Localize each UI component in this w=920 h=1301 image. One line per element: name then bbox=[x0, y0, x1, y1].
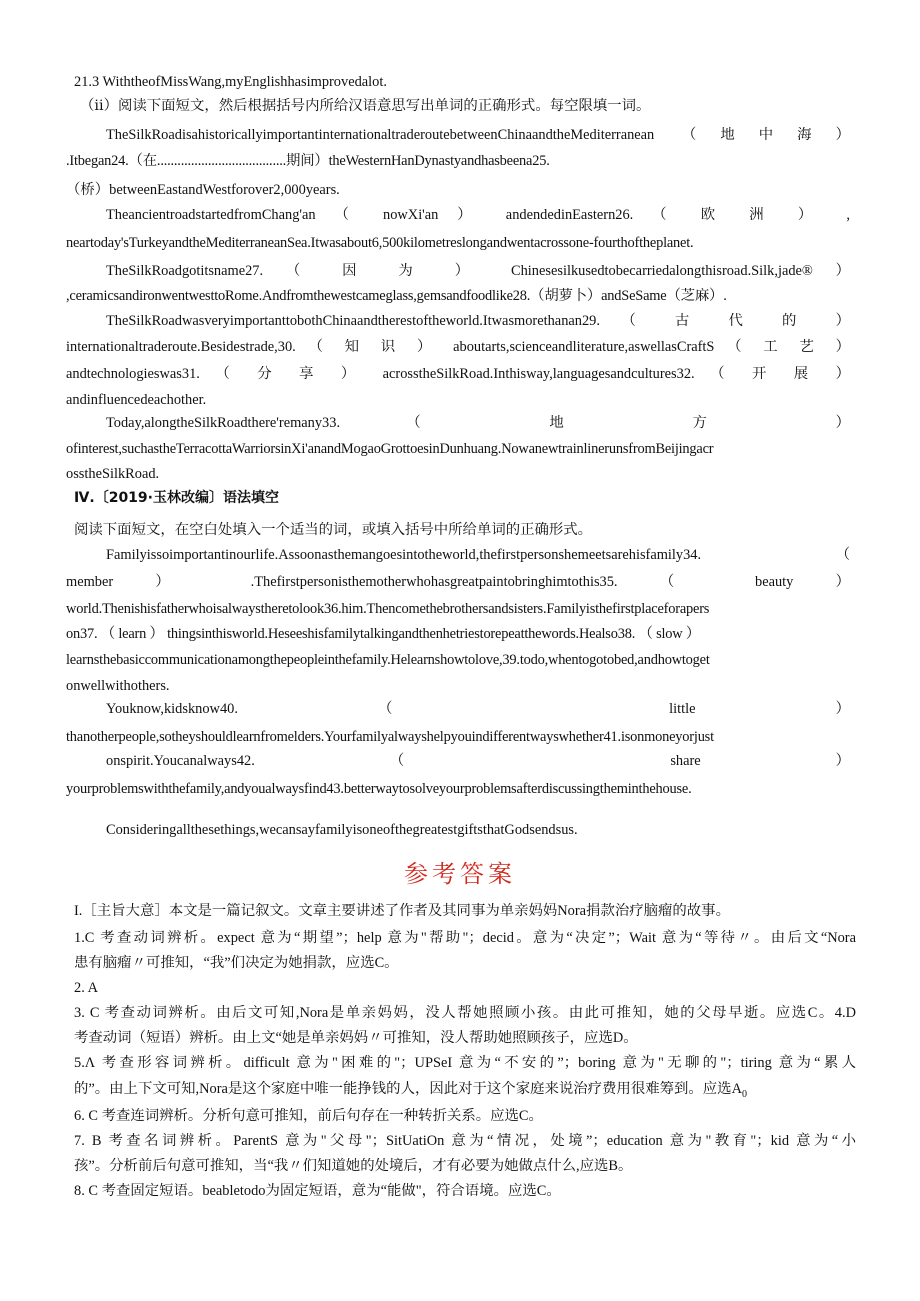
passage-1-line: osstheSilkRoad. bbox=[66, 466, 160, 482]
passage-1-line: TheSilkRoadgotitsname27. （ 因 为 ） Chinesesilkusedtobecarriedalongthisroad.Silk,jade® ） bbox=[106, 263, 850, 279]
passage-2-line: thanotherpeople,sotheyshouldlearnfromelders.Yourfamilyalwayshelpyouindifferentwayswhether41.isonmoneyorjust bbox=[66, 729, 714, 745]
answer-text: 的”。由上下文可知,Nora是这个家庭中唯一能挣钱的人，因此对于这个家庭来说治疗费用很难筹到。应选 bbox=[74, 1081, 732, 1097]
passage-1-line: TheSilkRoadwasveryimportanttobothChinaandtherestoftheworld.Itwasmorethanan29. （ 古 代 的 ） bbox=[106, 313, 850, 329]
passage-2-line: on37. （ learn ） thingsinthisworld.Heseeshisfamilytalkingandthenhetriestorepeatthewords.Healso38. （ slow ） bbox=[66, 626, 701, 642]
answer-item bbox=[74, 1079, 747, 1105]
answer-item: 3. C 考查动词辨析。由后文可知,Nora是单亲妈妈，没人帮她照顾小孩。由此可推知，她的父母早逝。应选C。4.D bbox=[74, 1005, 856, 1021]
passage-2-line: onspirit.Youcanalways42. （ share ） bbox=[106, 753, 850, 769]
answers-title: 参考答案 bbox=[404, 860, 516, 888]
answer-item: 1.C 考查动词辨析。expect 意为“期望”；help 意为"帮助"；decid。意为“决定”；Wait 意为“等待〃。由后文“Nora bbox=[74, 930, 856, 946]
section-iv-instructions: 阅读下面短文，在空白处填入一个适当的词，或填入括号中所给单词的正确形式。 bbox=[74, 522, 593, 538]
passage-1-line: andinfluencedeachother. bbox=[66, 392, 207, 408]
answer-letter: A bbox=[731, 1081, 742, 1097]
answer-item: 6. C 考查连词辨析。分析句意可推知，前后句存在一种转折关系。应选C。 bbox=[74, 1108, 543, 1124]
passage-2-line: world.Thenishisfatherwhoisalwaystheretolook36.him.Thencomethebrothersandsisters.Familyisthefirstplaceforapers bbox=[66, 601, 710, 617]
section-iv-heading: Ⅳ.〔2019·玉林改编〕语法填空 bbox=[74, 490, 279, 506]
passage-1-line: TheSilkRoadisahistoricallyimportantinternationaltraderoutebetweenChinaandtheMediterranean （地中海） bbox=[106, 127, 850, 143]
passage-2-line: member ） .Thefirstpersonisthemotherwhohasgreatpaintobringhimtothis35. （ beauty ） bbox=[66, 574, 850, 590]
answer-summary: I.［主旨大意］本文是一篇记叙文。文章主要讲述了作者及其同事为单亲妈妈Nora捐款治疗脑瘤的故事。 bbox=[74, 903, 730, 919]
passage-2-line: Youknow,kidsknow40. （ little ） bbox=[106, 701, 850, 717]
passage-1-line: andtechnologieswas31. （ 分 享 ） acrosstheSilkRoad.Inthisway,languagesandcultures32. （ 开 展 ） bbox=[66, 366, 850, 382]
subscript: 0 bbox=[741, 1088, 747, 1100]
question-21-3: 21.3 WiththeofMissWang,myEnglishhasimprovedalot. bbox=[74, 74, 387, 90]
answer-item: 8. C 考查固定短语。beabletodo为固定短语，意为“能做"，符合语境。应选C。 bbox=[74, 1183, 561, 1199]
passage-1-line: ,ceramicsandironwentwesttoRome.Andfromthewestcameglass,gemsandfoodlike28.（胡萝卜）andSeSame（芝麻）. bbox=[66, 288, 727, 304]
answer-item: 考查动词（短语）辨析。由上文“她是单亲妈妈〃可推知，没人帮助她照顾孩子，应选D。 bbox=[74, 1030, 638, 1046]
passage-1-line: internationaltraderoute.Besidestrade,30. （ 知 识 ） aboutarts,scienceandliterature,aswellasCraftS （ 工 艺 ） bbox=[66, 339, 850, 355]
answer-item: 5.Λ 考查形容词辨析。difficult 意为"困难的"；UPSeI 意为“不安的”；boring 意为"无聊的"；tiring 意为“累人 bbox=[74, 1055, 856, 1071]
section-ii-instructions: （ⅱ）阅读下面短文，然后根据括号内所给汉语意思写出单词的正确形式。每空限填一词。 bbox=[80, 98, 651, 114]
answer-item: 患有脑瘤〃可推知，“我”们决定为她捐款，应选C。 bbox=[74, 955, 399, 971]
passage-1-line: neartoday'sTurkeyandtheMediterraneanSea.Itwasabout6,500kilometreslongandwentacrossone-fourthoftheplanet. bbox=[66, 235, 694, 251]
passage-2-line: onwellwithothers. bbox=[66, 678, 170, 694]
passage-1-line: Today,alongtheSilkRoadthere'remany33. （ 地 方 ） bbox=[106, 415, 850, 431]
passage-2-line: yourproblemswiththefamily,andyoualwaysfind43.betterwaytosolveyourproblemsafterdiscussingtheminthehouse. bbox=[66, 781, 692, 797]
answer-item: 孩”。分析前后句意可推知，当“我〃们知道她的处境后，才有必要为她做点什么,应选B。 bbox=[74, 1158, 633, 1174]
passage-2-line: learnsthebasiccommunicationamongthepeopleinthefamily.Helearnshowtolove,39.todo,whentogotobed,andhowtoget bbox=[66, 652, 710, 668]
passage-1-line: .Itbegan24.（在......................................期间）theWesternHanDynastyandhasbeena25. bbox=[66, 153, 550, 169]
passage-1-line: TheancientroadstartedfromChang'an （ nowXi'an ） andendedinEastern26. （ 欧 洲 ） , bbox=[106, 207, 850, 223]
passage-2-line: Familyissoimportantinourlife.Assoonasthemangoesintotheworld,thefirstpersonshemeetsarehisfamily34. （ bbox=[106, 547, 850, 563]
answer-item: 7. B 考查名词辨析。ParentS 意为"父母"；SitUatiOn 意为“情况，处境”；education 意为"教育"；kid 意为“小 bbox=[74, 1133, 856, 1149]
passage-1-line: （桥）betweenEastandWestforover2,000years. bbox=[66, 182, 340, 198]
passage-1-line: ofinterest,suchastheTerracottaWarriorsinXi'anandMogaoGrottoesinDunhuang.NowanewtrainlinerunsfromBeijingacr bbox=[66, 441, 714, 457]
answer-item: 2. A bbox=[74, 980, 98, 996]
passage-2-line: Consideringallthesethings,wecansayfamilyisoneofthegreatestgiftsthatGodsendsus. bbox=[106, 822, 578, 838]
